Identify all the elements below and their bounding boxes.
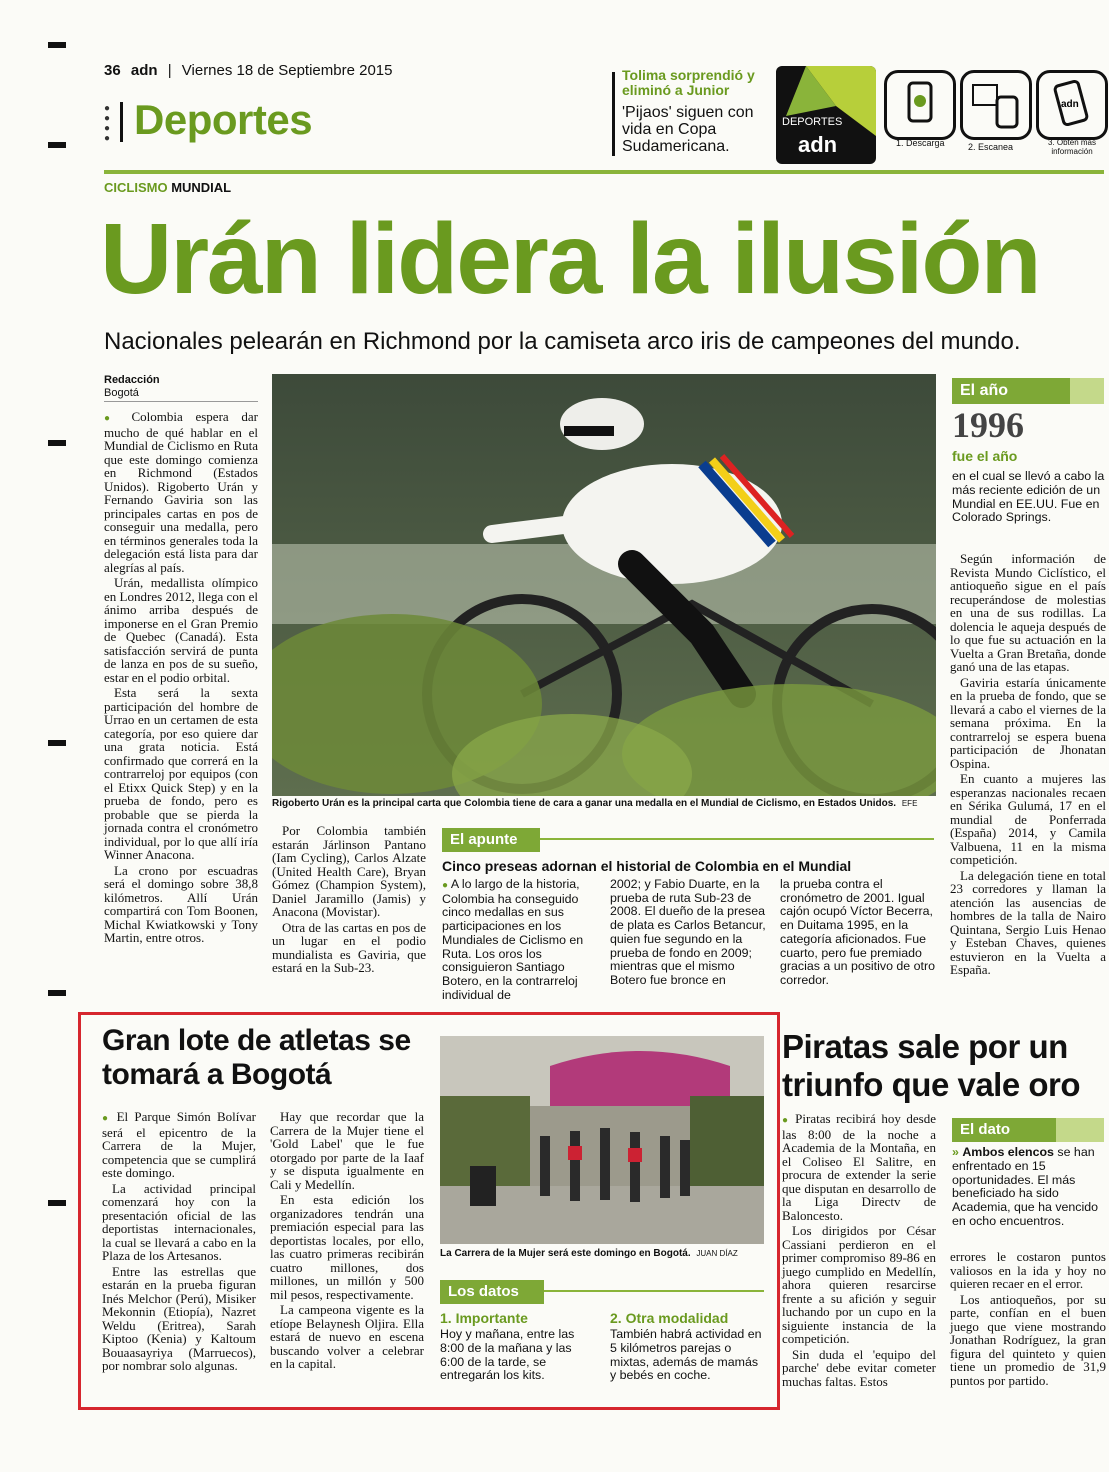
paragraph: Los dirigidos por César Cassiani perdieron en el primer compromiso 89-86 en juego cumplido en Medellín, ahora quieren resarcirse frente a su afición y seguir luchando por un cupo en la siguiente instancia de la competición.: [782, 1223, 936, 1346]
apunte-rule: [540, 838, 934, 840]
page-date: Viernes 18 de Septiembre 2015: [181, 62, 393, 79]
kicker-bold: CICLISMO: [104, 180, 168, 195]
paragraph: La actividad principal comenzará hoy con la presentación oficial de las deportistas internacionales, la cual se llevará a cabo en la Plaza de los Artesanos.: [102, 1180, 256, 1263]
main-column-2: [272, 824, 426, 977]
scan-icon: [963, 73, 1029, 137]
phone-info-icon: [1039, 73, 1105, 137]
margin-mark: [48, 990, 66, 996]
kicker: [104, 180, 231, 195]
promo-bar: [612, 72, 615, 156]
dato-text: se han enfrentado en 15 oportunidades. El más beneficiado ha sido Academia, que ha vencido en ocho encuentros.: [952, 1145, 1099, 1228]
paragraph: La crono por escuadras será el domingo sobre 38,8 kilómetros. Allí Urán compartirá con Tom Boonen, Michal Kwiatkowski y Tony Martin, entre otros.: [104, 862, 258, 945]
photo-credit: JUAN DÍAZ: [696, 1249, 738, 1258]
paragraph: Hay que recordar que la Carrera de la Mujer tiene el 'Gold Label' que le fue otorgado por parte de la Iaaf y se disputa igualmente en Cali y Medellín.: [270, 1109, 424, 1192]
paragraph: Esta será la sexta participación del hombre de Urrao en un certamen de esta categoría, por eso quiere dar una grata noticia. Está confirmado que correrá en la contrarreloj por equipos (con el Etixx Quick Step) y en la prueba de fondo, pero es probable que se pierda la jornada contra el cronómetro individual, por lo que allí iría Winner Anacona.: [104, 685, 258, 862]
paragraph: La delegación tiene en total 23 corredores y llaman la atención las ausencias de hombres de la talla de Nairo Quintana, Sergio Luis Henao y Esteban Chaves, quienes estuvieron en la Vuelta a España.: [950, 867, 1106, 977]
photo-caption: Rigoberto Urán es la principal carta que Colombia tiene de cara a ganar una medalla en el Mundial de Ciclismo, en Estados Unidos.: [272, 798, 897, 809]
brand-mini: adn: [130, 62, 158, 79]
sidebar-text: en el cual se llevó a cabo la más reciente edición de un Mundial en EE.UU. Fue en Colorado Springs.: [952, 469, 1105, 525]
paragraph: En cuanto a mujeres las esperanzas nacionales recaen en Sérika Gulumá, 17 en el mundial de Ponferrada (España) 2014, y Camila Valbuena, 11 en la misma competición.: [950, 771, 1106, 867]
runners-illustration: [440, 1036, 764, 1244]
dato2-title: 2. Otra modalidad: [610, 1310, 729, 1326]
paragraph: La campeona vigente es la etíope Belaynesh Oljira. Ella estará de nuevo en escena buscando volver a celebrar en la capital.: [270, 1302, 424, 1371]
badge-top-label: DEPORTES: [782, 116, 843, 128]
section-dots: ● ● ● ●: [104, 103, 111, 144]
deportes-badge: [776, 66, 876, 164]
paragraph: Otra de las cartas en pos de un lugar en el podio mundialista es Gaviria, que estará en la Sub-23.: [272, 919, 426, 975]
apunte-title: Cinco preseas adornan el historial de Colombia en el Mundial: [442, 858, 852, 874]
sidebar-label: El año: [952, 378, 1070, 404]
dato2-text: También habrá actividad en 5 kilómetros parejas o mixtas, además de mamás y bebés en coche.: [610, 1327, 762, 1383]
photo-caption: La Carrera de la Mujer será este domingo en Bogotá.: [440, 1248, 691, 1259]
dateline: Bogotá: [104, 387, 139, 399]
atletas-column-2: [270, 1110, 424, 1373]
paragraph: Sin duda el 'equipo del parche' debe evitar cometer muchas faltas. Estos: [782, 1346, 936, 1389]
main-column-1: [104, 410, 258, 947]
datos-rule: [544, 1290, 764, 1292]
runners-photo: [440, 1036, 764, 1244]
paragraph: Los antioqueños, por su parte, confían en el buen juego que viene mostrando Jonathan Rodríguez, la gran figura del quinteto y quien tiene un promedio de 31,9 puntos por partido.: [950, 1291, 1106, 1388]
photo-credit: EFE: [901, 799, 918, 808]
page-meta: 36 adn | Viernes 18 de Septiembre 2015: [104, 62, 393, 79]
paragraph: Según información de Revista Mundo Ciclístico, el antioqueño sigue en el país recuperándose de molestias en una de sus rodillas. La dolencia le aqueja después de lo que fue su actuación en la Vuelta a Gran Bretaña, donde ganó una de las etapas.: [950, 551, 1106, 674]
paragraph: errores le costaron puntos valiosos en la ida y hoy no quieren recaer en el error.: [950, 1249, 1106, 1291]
margin-mark: [48, 1200, 66, 1206]
sidebar-sub: fue el año: [952, 448, 1018, 464]
paragraph: Gaviria estaría únicamente en la prueba de fondo, que se llevará a cabo el viernes de la semana próxima. En la contrarreloj se espera buena participación de Jhonatan Ospina.: [950, 674, 1106, 771]
step-label-1: 1. Descarga: [896, 138, 945, 148]
promo-headline: Tolima sorprendió y eliminó a Junior: [622, 67, 755, 98]
step-label-3: 3. Obtén más información: [1047, 138, 1097, 156]
sidebar-label-tail: [1070, 378, 1104, 404]
main-column-3: [950, 552, 1106, 979]
margin-mark: [48, 440, 66, 446]
apunte-label: El apunte: [442, 828, 540, 852]
badge-brand: adn: [798, 132, 838, 157]
apunte-col-3: la prueba contra el cronómetro de 2001. Igual cajón ocupó Víctor Becerra, en Duitama 1995, en la categoría aficionados. Fue cuarto, pero fue premiado gracias a un positivo de otro corredor.: [780, 877, 935, 987]
paragraph: Por Colombia también estarán Járlinson Pantano (Iam Cycling), Carlos Alzate (United Health Care), Bryan Gómez (Champion System), Daniel Jaramillo (Jamis) y Anacona (Movistar).: [272, 823, 426, 919]
section-title: Deportes: [134, 96, 313, 143]
piratas-dato-tail: [1056, 1118, 1104, 1142]
atletas-headline: Gran lote de atletas se tomará a Bogotá: [102, 1024, 411, 1091]
paragraph: ● El Parque Simón Bolívar será el epicentro de la Carrera de la Mujer, competencia que se cumplirá este domingo.: [102, 1110, 256, 1180]
atletas-column-1: [102, 1110, 256, 1375]
dato1-text: Hoy y mañana, entre las 8:00 de la mañana y las 6:00 de la tarde, se entregarán los kits.: [440, 1327, 575, 1383]
paragraph: Entre las estrellas que estarán en la prueba figuran Inés Melchor (Perú), Misiker Mekonnin (Etiopía), Nazret Weldu (Eritrea), Sarah Kiptoo (Kenia) y Kaltoum Bouaasayriya (Marruecos), por nombrar solo algunas.: [102, 1263, 256, 1373]
piratas-headline: Piratas sale por un triunfo que vale oro: [782, 1028, 1081, 1103]
piratas-dato-label: El dato: [952, 1118, 1056, 1142]
kicker-rest: MUNDIAL: [171, 180, 232, 195]
cyclist-caption: [272, 798, 936, 809]
main-subheadline: Nacionales pelearán en Richmond por la camiseta arco iris de campeones del mundo.: [104, 328, 1021, 355]
phone-icon: [887, 73, 953, 137]
step-info: [1036, 70, 1108, 140]
margin-mark: [48, 740, 66, 746]
cyclist-photo: [272, 374, 936, 796]
apunte-text: A lo largo de la historia, Colombia ha conseguido cinco medallas en sus participaciones en los Mundiales de Ciclismo en Ruta. Los oros los consiguieron Santiago Botero, en la contrarreloj individual de: [442, 877, 584, 1002]
margin-mark: [48, 142, 66, 148]
runners-caption: [440, 1248, 764, 1259]
apunte-col-1: ● A lo largo de la historia, Colombia ha conseguido cinco medallas en sus participaciones en los Mundiales de Ciclismo en Ruta. Los oros los consiguieron Santiago Botero, en la contrarreloj individual de: [442, 877, 584, 1002]
paragraph: Urán, medallista olímpico en Londres 2012, llega con el ánimo arriba después de imponerse en el Gran Premio de Quebec (Canadá). Esta satisfacción servirá de punta de lanza en pos de su sueño, estar en el podio orbital.: [104, 575, 258, 685]
step-scan: [960, 70, 1032, 140]
margin-mark: [48, 42, 66, 48]
piratas-column-1: [782, 1112, 936, 1390]
byline-rule: [104, 401, 258, 402]
piratas-dato-text: [952, 1146, 1104, 1229]
paragraph: En esta edición los organizadores tendrán una premiación especial para las deportistas locales, por ello, las cuatro primeras recibirán cuatro millones, dos millones, un millón y 500 mil pesos, respectivamente.: [270, 1192, 424, 1302]
byline: Redacción: [104, 374, 160, 386]
page-number: 36: [104, 62, 121, 79]
dato1-title: 1. Importante: [440, 1310, 528, 1326]
apunte-col-2: 2002; y Fabio Duarte, en la prueba de ruta Sub-23 de 2008. El dueño de la presea de plata es Carlos Betancur, quien fue segundo en la prueba de fondo en 2009; mientras que el mismo Botero fue bronce en: [610, 877, 766, 987]
section-bar: [120, 102, 123, 142]
datos-label: Los datos: [440, 1280, 544, 1304]
header-rule: [104, 170, 1104, 174]
promo-text: 'Pijaos' siguen con vida en Copa Sudamericana.: [622, 104, 754, 155]
dato-bold: Ambos elencos: [962, 1145, 1054, 1159]
paragraph: ● Piratas recibirá hoy desde las 8:00 de la noche a Academia de la Montaña, en el Coliseo El Salitre, en procura de extender la serie que disputan en desarrollo de la Liga Directv de Baloncesto.: [782, 1112, 936, 1222]
cyclist-illustration: [272, 374, 936, 796]
main-headline: Urán lidera la ilusión: [100, 203, 1040, 315]
piratas-column-2: [950, 1250, 1106, 1389]
sidebar-year: 1996: [952, 405, 1024, 445]
step-download: [884, 70, 956, 140]
chevron-icon: »: [952, 1145, 959, 1159]
step-label-2: 2. Escanea: [968, 142, 1014, 152]
paragraph: ● Colombia espera dar mucho de qué hablar en el Mundial de Ciclismo en Ruta que este domingo comienza en Richmond (Estados Unidos). Rigoberto Urán y Fernando Gaviria son las principales cartas en pos de conseguir una medalla, pero en términos generales toda la delegación está lista para dar alegrías al país.: [104, 410, 258, 574]
svg-text:adn: adn: [1061, 99, 1079, 110]
